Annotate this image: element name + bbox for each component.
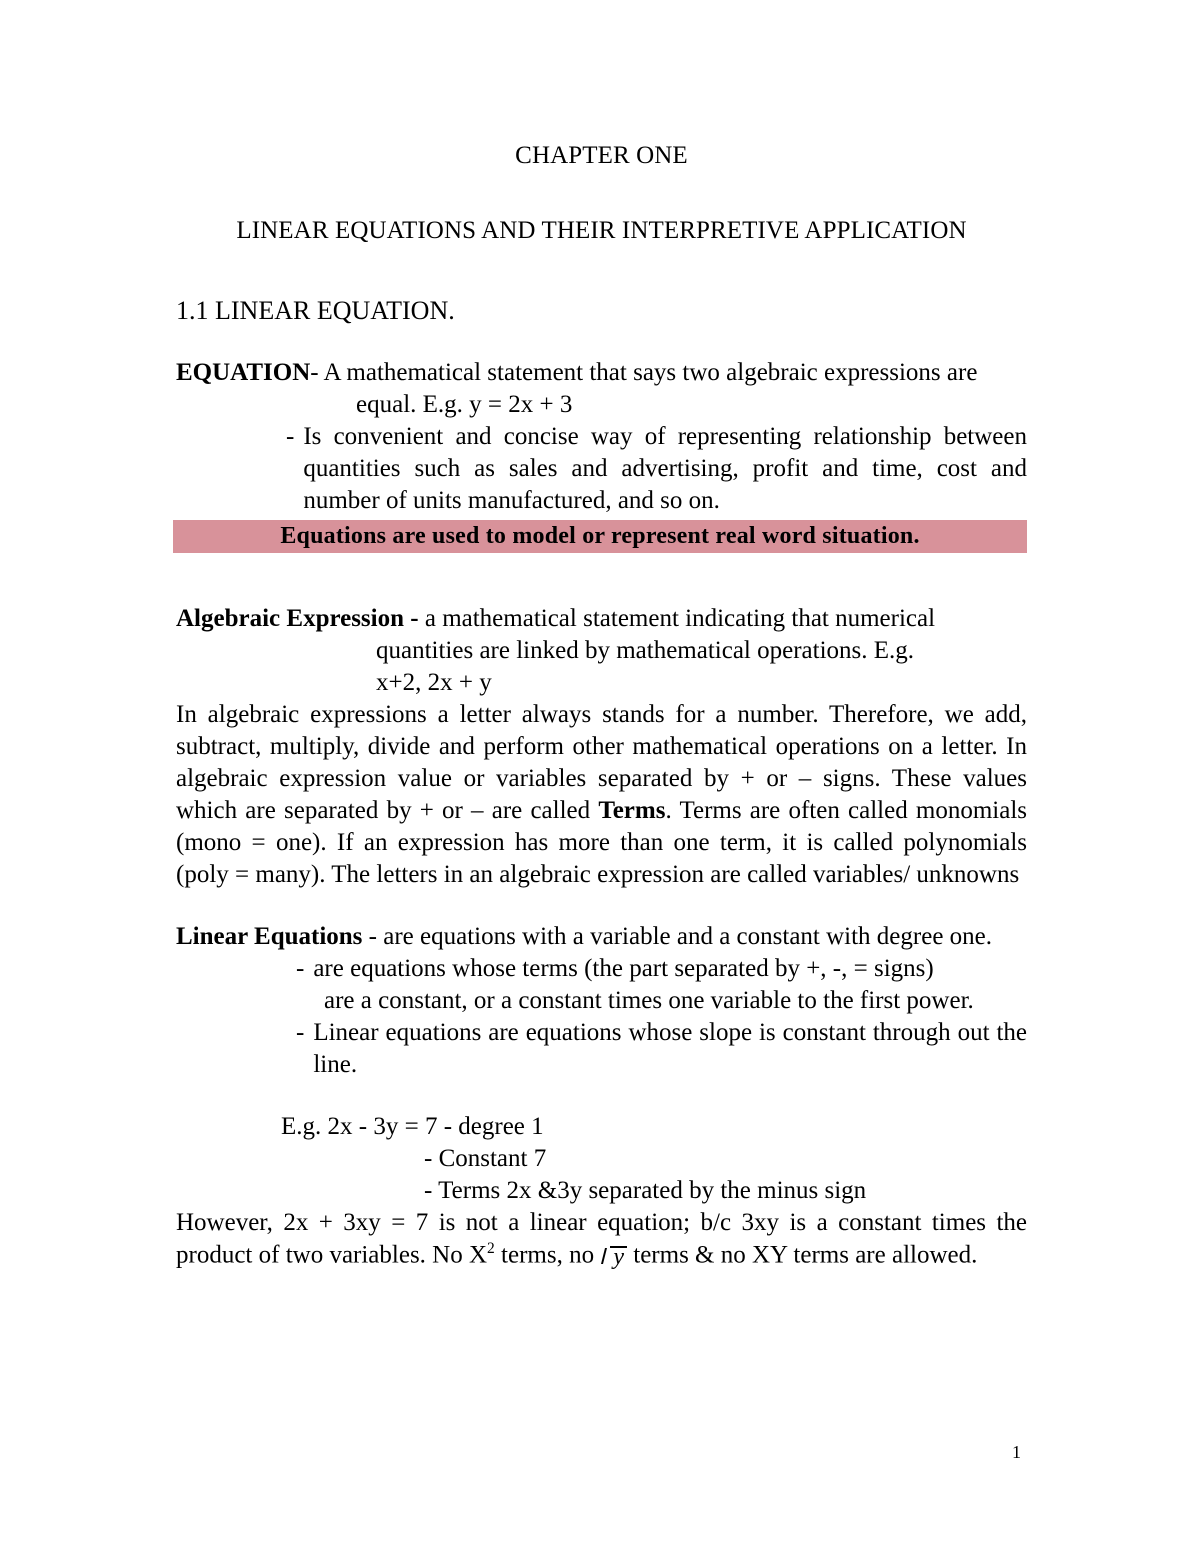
algebraic-expression-line-2: quantities are linked by mathematical operations. E.g. bbox=[376, 637, 915, 664]
highlight-banner-text: Equations are used to model or represent real word situation. bbox=[280, 523, 920, 549]
chapter-title: CHAPTER ONE bbox=[515, 142, 688, 169]
algebraic-expression-paragraph-part-2: . Terms are often called monomials (mono = one). If an expression has more than one term, it is called polynomials (poly = many). The letters in an algebraic expression are called variables/ unknowns bbox=[176, 797, 1028, 888]
linear-equations-line-1 bbox=[176, 921, 1027, 953]
linear-equations-bullet-3 bbox=[296, 1017, 1027, 1081]
linear-equations-bullet-2-dash: - bbox=[296, 955, 305, 982]
algebraic-expression-paragraph-part-1: In algebraic expressions a letter always stands for a number. Therefore, we add, subtract, multiply, divide and perform other mathematical operations on a letter. In algebraic expression value or variables separated by + or – signs. These values which are separated by + or – are called bbox=[176, 701, 1027, 824]
equation-term: EQUATION bbox=[176, 359, 311, 386]
algebraic-expression-term: Algebraic Expression - bbox=[176, 605, 419, 632]
equation-bullet-1-dash: - bbox=[286, 423, 295, 450]
algebraic-expression-line-1 bbox=[176, 603, 1027, 635]
linear-equations-bullet-2-text: are equations whose terms (the part separated by +, -, = signs) bbox=[313, 955, 934, 982]
page-number: 1 bbox=[1012, 1442, 1021, 1462]
linear-equations-bullet-2-continuation: are a constant, or a constant times one variable to the first power. bbox=[324, 987, 974, 1014]
closing-paragraph-part-2: terms, no bbox=[494, 1241, 601, 1269]
algebraic-expression-line-3: x+2, 2x + y bbox=[376, 669, 492, 696]
linear-equations-bullet-3-text: Linear equations are equations whose slope is constant through out the line. bbox=[313, 1019, 1027, 1078]
linear-equations-term: Linear Equations bbox=[176, 923, 363, 950]
document-title: LINEAR EQUATIONS AND THEIR INTERPRETIVE APPLICATION bbox=[236, 217, 967, 245]
linear-equations-definition bbox=[176, 921, 1027, 1081]
examples-group bbox=[176, 1111, 1027, 1207]
linear-equations-bullet-3-dash: - bbox=[296, 1019, 305, 1046]
example-terms-line: - Terms 2x &3y separated by the minus sign bbox=[424, 1177, 867, 1204]
algebraic-expression-definition bbox=[176, 603, 1027, 699]
linear-equations-bullet-2 bbox=[296, 953, 1027, 985]
equation-bullet-1-text: Is convenient and concise way of representing relationship between quantities such as sales and advertising, profit and time, cost and number of units manufactured, and so on. bbox=[303, 423, 1027, 514]
square-root-icon: y bbox=[600, 1242, 627, 1273]
page-content bbox=[176, 0, 1027, 1273]
closing-paragraph-part-3: terms & no XY terms are allowed. bbox=[627, 1241, 978, 1269]
equation-definition-line-1 bbox=[176, 357, 1027, 389]
closing-paragraph bbox=[176, 1207, 1027, 1273]
equation-definition-text-1: A mathematical statement that says two algebraic expressions are bbox=[318, 359, 978, 386]
closing-paragraph-part-1: However, 2x + 3xy = 7 is not a linear equation; b/c 3xy is a constant times the product of two variables. No X bbox=[176, 1209, 1027, 1269]
equation-definition-line-2: equal. E.g. y = 2x + 3 bbox=[356, 391, 573, 418]
equation-bullet-1 bbox=[286, 421, 1027, 517]
example-constant-line: - Constant 7 bbox=[424, 1145, 547, 1172]
linear-equations-text-1: - are equations with a variable and a constant with degree one. bbox=[362, 923, 993, 950]
equation-dash: - bbox=[310, 359, 319, 386]
section-heading: 1.1 LINEAR EQUATION. bbox=[176, 295, 455, 325]
equation-definition bbox=[176, 357, 1027, 517]
example-equation-line: E.g. 2x - 3y = 7 - degree 1 bbox=[281, 1113, 544, 1140]
terms-bold-word: Terms bbox=[598, 797, 666, 824]
exponent-two: 2 bbox=[487, 1240, 495, 1257]
highlight-banner bbox=[173, 520, 1027, 553]
algebraic-expression-text-1: a mathematical statement indicating that numerical bbox=[418, 605, 936, 632]
algebraic-expression-paragraph bbox=[176, 699, 1027, 891]
